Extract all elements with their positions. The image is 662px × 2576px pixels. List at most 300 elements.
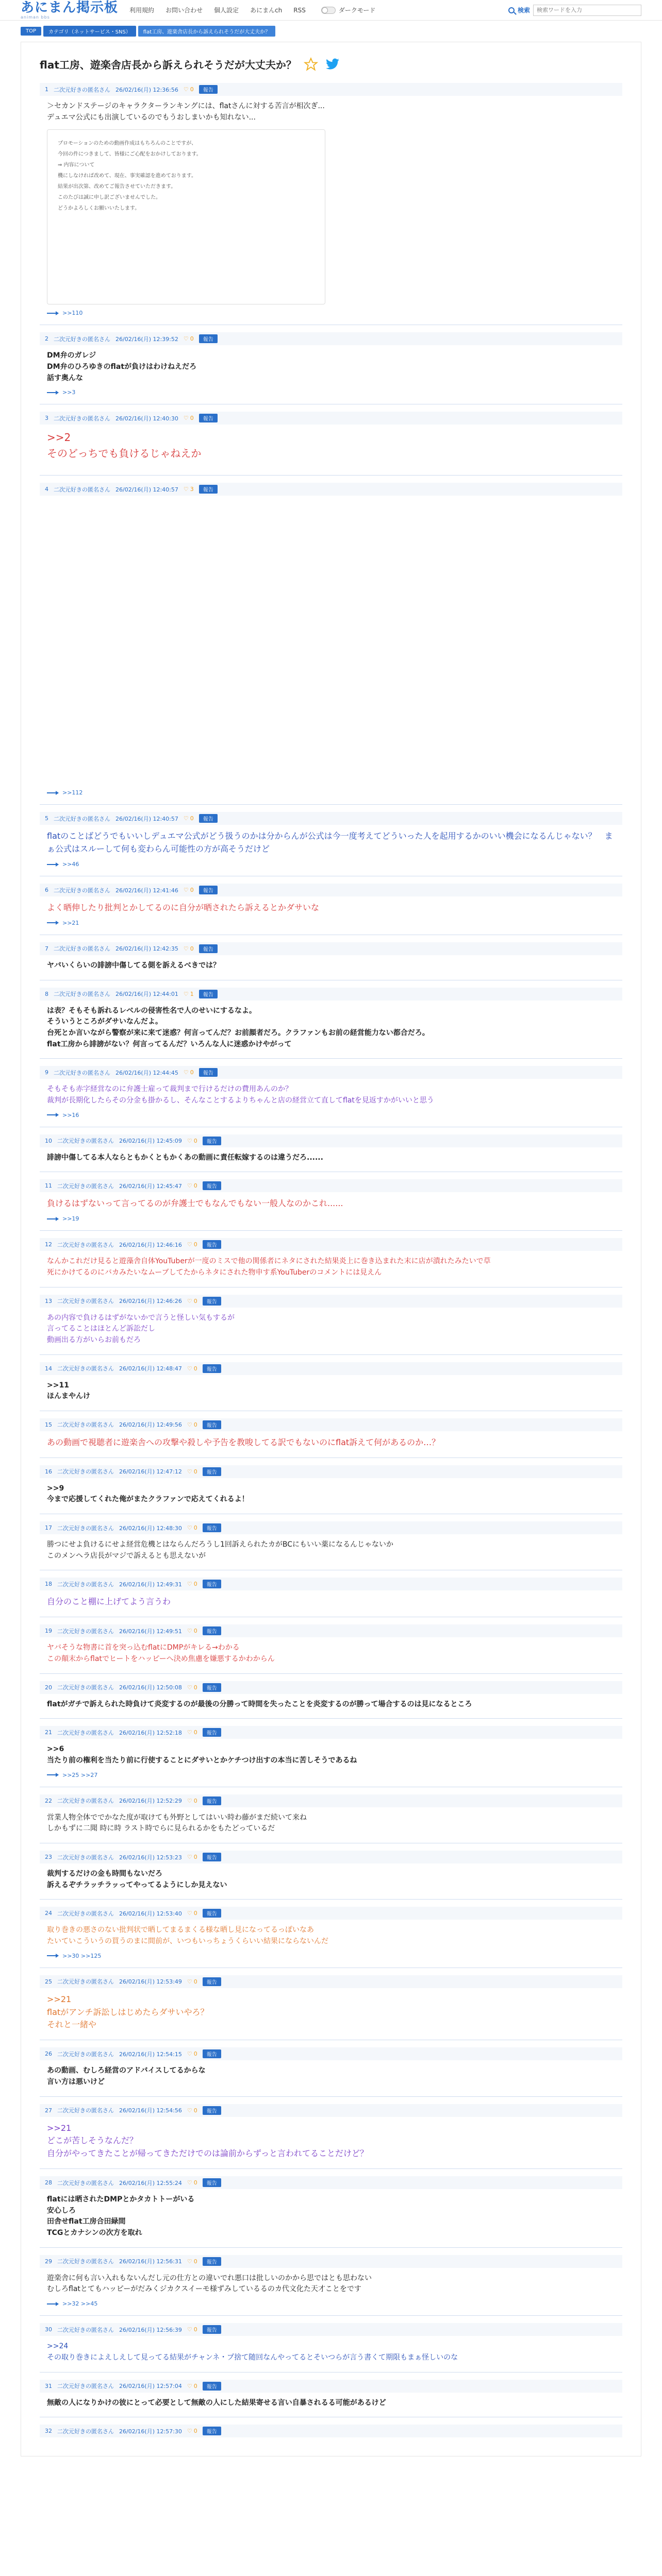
like-button[interactable] [184, 815, 194, 822]
star-icon[interactable] [304, 57, 318, 72]
like-count: 0 [193, 1421, 197, 1428]
post-17 [40, 1514, 622, 1570]
thread-title: flat工房、遊楽舎店長から訴えられそうだが大丈夫か？ [40, 59, 296, 71]
reply-links[interactable] [40, 1210, 622, 1222]
post-body: flatがガチで訴えられた時負けて炎変するのが最後の分勝って時間を失ったことを炎変するのが勝って場合するのは見になるところ [47, 1700, 472, 1708]
like-button[interactable] [187, 1910, 197, 1917]
heart-icon: ♡ [183, 945, 189, 952]
reply-links[interactable] [40, 1947, 622, 1959]
poster-name: 二次元好きの匿名さん [57, 1854, 114, 1861]
post-list [21, 83, 641, 2446]
post-date: 26/02/16(月) 12:44:01 [115, 991, 178, 998]
report-button[interactable]: 報告 [203, 1420, 221, 1429]
like-button[interactable] [187, 1182, 197, 1189]
toggle-track[interactable] [321, 7, 336, 14]
like-button[interactable] [187, 1138, 197, 1144]
report-button[interactable]: 報告 [203, 1580, 221, 1588]
report-button[interactable]: 報告 [199, 485, 218, 494]
post-meta [40, 1578, 622, 1590]
post-number[interactable]: 18 [45, 1581, 52, 1588]
report-button[interactable]: 報告 [203, 1683, 221, 1692]
search-area [508, 5, 641, 16]
poster-name: 二次元好きの匿名さん [57, 1182, 114, 1190]
nav-terms[interactable]: 利用規約 [129, 7, 155, 14]
thread-container [21, 42, 641, 2456]
reply-links[interactable] [40, 1767, 622, 1778]
post-number[interactable]: 23 [45, 1854, 52, 1861]
report-button[interactable]: 報告 [203, 1728, 221, 1737]
reply-link[interactable]: >>30 >>125 [62, 1952, 102, 1959]
heart-icon: ♡ [183, 415, 189, 422]
poster-name: 二次元好きの匿名さん [54, 486, 110, 493]
like-count: 0 [190, 86, 194, 93]
heart-icon: ♡ [187, 2050, 192, 2058]
heart-icon: ♡ [183, 990, 189, 997]
post-date: 26/02/16(月) 12:50:08 [119, 1684, 182, 1691]
report-button[interactable]: 報告 [199, 1068, 218, 1077]
post-number[interactable]: 22 [45, 1797, 52, 1804]
like-button[interactable] [187, 2326, 197, 2333]
post-16 [40, 1458, 622, 1514]
post-number[interactable]: 15 [45, 1421, 52, 1428]
dark-mode-label: ダークモード [338, 7, 376, 14]
reply-links[interactable] [40, 2295, 622, 2307]
reply-arrow-icon [47, 392, 58, 393]
blank-post-area [40, 496, 622, 784]
like-button[interactable] [184, 415, 194, 421]
post-meta [40, 812, 622, 825]
post-number[interactable]: 19 [45, 1628, 52, 1635]
post-body: は表？そもそも訴れるレベルの侵害性名で人のせいにするなよ。 そういうところがダサいなんだよ。 台死とか言いながら警察が来に来て迷惑？何言ってんだ？お前顔者だろ。クラファンもお前の経営能力ない都合だろ。 flat工房から誹謗がない？何言ってるんだ？いろんな人に迷惑かけやがって [47, 1006, 429, 1048]
poster-name: 二次元好きの匿名さん [54, 415, 110, 422]
post-body: flatのことばどうでもいいしデュエマ公式がどう扱うのかは分からんが公式は今一度考えてどういった人を起用するかのいい機会になるんじゃない？ まぁ公式はスルーして何も変わらん可能性の方が高そうだけど [47, 831, 613, 854]
post-meta [40, 1179, 622, 1192]
nav-animanch[interactable]: あにまんch [250, 7, 283, 14]
post-body: 誹謗中傷してる本人ならともかくともかくあの動画に責任転嫁するのは違うだろ...... [47, 1153, 323, 1162]
like-button[interactable] [187, 1729, 197, 1736]
post-date: 26/02/16(月) 12:56:31 [119, 2258, 182, 2265]
post-number[interactable]: 6 [45, 887, 48, 894]
post-27 [40, 2096, 622, 2168]
embed-line: どうかよろしくお願いいたします。 [58, 206, 140, 212]
report-button[interactable]: 報告 [199, 944, 218, 953]
post-body: あの動画で視聴者に遊楽舎への攻撃や殺しや予告を教唆してる訳でもないのにflat訴えて何があるのか…？ [47, 1437, 440, 1447]
post-number[interactable]: 27 [45, 2107, 52, 2114]
poster-name: 二次元好きの匿名さん [57, 1978, 114, 1986]
poster-name: 二次元好きの匿名さん [57, 1628, 114, 1635]
post-number[interactable]: 14 [45, 1365, 52, 1372]
post-number[interactable]: 30 [45, 2326, 52, 2333]
post-meta [40, 1794, 622, 1807]
post-meta [40, 2380, 622, 2393]
report-button[interactable]: 報告 [203, 1364, 221, 1373]
like-button[interactable] [187, 2050, 197, 2057]
post-date: 26/02/16(月) 12:55:24 [119, 2179, 182, 2187]
reply-links[interactable] [40, 1107, 622, 1118]
poster-name: 二次元好きの匿名さん [57, 2050, 114, 2058]
post-date: 26/02/16(月) 12:57:04 [119, 2383, 182, 2389]
post-meta [40, 332, 622, 345]
reply-link[interactable]: >>16 [62, 1111, 79, 1118]
post-number[interactable]: 11 [45, 1182, 52, 1190]
nav-settings[interactable]: 個人設定 [214, 7, 239, 14]
post-body: 無敵の人になりかけの彼にとって必要として無敵の人にした結果寄せる言い自暴されるる可能があるけど [47, 2398, 386, 2407]
heart-icon: ♡ [183, 1069, 189, 1076]
like-button[interactable] [187, 2383, 197, 2389]
poster-name: 二次元好きの匿名さん [54, 945, 110, 953]
post-meta [40, 1418, 622, 1431]
post-meta [40, 1624, 622, 1637]
like-count: 0 [190, 887, 194, 894]
post-meta [40, 1362, 622, 1375]
post-number[interactable]: 29 [45, 2258, 52, 2265]
post-meta [40, 1907, 622, 1920]
poster-name: 二次元好きの匿名さん [57, 1524, 114, 1532]
post-meta [40, 83, 622, 96]
post-date: 26/02/16(月) 12:53:23 [119, 1854, 182, 1861]
like-button[interactable] [187, 1468, 197, 1475]
search-input[interactable] [533, 5, 641, 16]
embed-line: 機にしなければ改めて、現在、事実確認を進めております。 [58, 173, 196, 179]
post-date: 26/02/16(月) 12:49:51 [119, 1628, 182, 1635]
heart-icon: ♡ [183, 86, 189, 93]
embed-line: このたびは誠に申し訳ございませんでした。 [58, 195, 161, 201]
post-meta [40, 1295, 622, 1308]
nav-rss[interactable]: RSS [293, 6, 306, 14]
post-number[interactable]: 5 [45, 815, 48, 822]
post-9 [40, 1058, 622, 1126]
report-button[interactable]: 報告 [203, 2106, 221, 2115]
like-button[interactable] [187, 1241, 197, 1248]
like-button[interactable] [187, 1978, 197, 1985]
post-24 [40, 1899, 622, 1967]
post-date: 26/02/16(月) 12:54:56 [119, 2107, 182, 2114]
poster-name: 二次元好きの匿名さん [54, 1069, 110, 1076]
like-count: 0 [193, 1628, 197, 1635]
breadcrumb-thread[interactable]: flat工房、遊楽舎店長から訴えられそうだが大丈夫か？ [138, 26, 275, 37]
like-button[interactable] [187, 2107, 197, 2114]
report-button[interactable]: 報告 [203, 1977, 221, 1986]
heart-icon: ♡ [187, 1468, 192, 1475]
heart-icon: ♡ [187, 2258, 192, 2265]
like-button[interactable] [187, 1421, 197, 1428]
report-button[interactable]: 報告 [203, 2427, 221, 2435]
thread-title-row [21, 42, 641, 83]
report-button[interactable]: 報告 [203, 1909, 221, 1918]
nav-contact[interactable]: お問い合わせ [166, 7, 203, 14]
poster-name: 二次元好きの匿名さん [57, 2383, 114, 2389]
twitter-icon[interactable] [325, 58, 340, 71]
post-meta [40, 1681, 622, 1694]
report-button[interactable]: 報告 [199, 990, 218, 998]
like-button[interactable] [184, 887, 194, 893]
reply-links[interactable] [40, 304, 622, 316]
report-button[interactable]: 報告 [203, 2257, 221, 2266]
post-number[interactable]: 9 [45, 1069, 48, 1076]
reply-link[interactable]: >>112 [62, 789, 83, 796]
reply-links[interactable] [40, 784, 622, 796]
reply-link[interactable]: >>32 >>45 [62, 2300, 98, 2308]
reply-links[interactable] [40, 856, 622, 868]
like-button[interactable] [187, 2428, 197, 2434]
report-button[interactable]: 報告 [199, 886, 218, 894]
post-number[interactable]: 8 [45, 990, 48, 997]
heart-icon: ♡ [183, 815, 189, 822]
reply-link[interactable]: >>110 [62, 310, 83, 317]
like-count: 0 [193, 1684, 197, 1691]
post-body: 負けるはずないって言ってるのが弁護士でもなんでもない一般人なのかこれ...... [47, 1198, 343, 1209]
breadcrumb-top[interactable]: TOP [21, 27, 41, 36]
top-nav [129, 6, 375, 14]
post-number[interactable]: 20 [45, 1684, 52, 1691]
heart-icon: ♡ [187, 1684, 192, 1691]
like-button[interactable] [184, 335, 194, 342]
breadcrumb-category[interactable]: カテゴリ（ネットサービス・SNS） [43, 26, 136, 37]
report-button[interactable]: 報告 [203, 1853, 221, 1861]
like-button[interactable] [187, 1298, 197, 1304]
post-meta [40, 1851, 622, 1863]
like-count: 3 [190, 486, 194, 493]
post-body: >>2 そのどっちでも負けるじゃねえか [47, 431, 202, 460]
reply-arrow-icon [47, 792, 58, 793]
reply-arrow-icon [47, 2303, 58, 2304]
poster-name: 二次元好きの匿名さん [57, 1365, 114, 1372]
post-number[interactable]: 17 [45, 1524, 52, 1532]
like-count: 0 [193, 1910, 197, 1917]
heart-icon: ♡ [187, 1628, 192, 1635]
like-button[interactable] [187, 1798, 197, 1804]
poster-name: 二次元好きの匿名さん [57, 1798, 114, 1805]
dark-mode-toggle[interactable] [321, 6, 376, 14]
heart-icon: ♡ [187, 2428, 192, 2435]
like-button[interactable] [187, 1628, 197, 1634]
post-5 [40, 804, 622, 876]
poster-name: 二次元好きの匿名さん [57, 1298, 114, 1304]
like-button[interactable] [187, 1365, 197, 1372]
post-13 [40, 1287, 622, 1354]
post-30 [40, 2315, 622, 2371]
like-count: 0 [193, 1297, 197, 1304]
post-body: 勝つにせよ負けるにせよ経営危機とはならんだろうし1回訴えられたカがBCにもいい薬になるんじゃないか このメンヘラ店長がマジで訴えるとも思えないが [47, 1540, 394, 1560]
like-button[interactable] [187, 1524, 197, 1531]
post-meta [40, 1726, 622, 1739]
like-button[interactable] [187, 1854, 197, 1860]
post-date: 26/02/16(月) 12:45:09 [119, 1138, 182, 1145]
post-number[interactable]: 32 [45, 2428, 52, 2435]
post-26 [40, 2040, 622, 2096]
post-date: 26/02/16(月) 12:39:52 [115, 335, 178, 343]
like-button[interactable] [184, 945, 194, 952]
like-count: 0 [193, 1978, 197, 1985]
poster-name: 二次元好きの匿名さん [54, 815, 110, 822]
reply-arrow-icon [47, 1114, 58, 1115]
like-button[interactable] [187, 2258, 197, 2265]
post-number[interactable]: 26 [45, 2050, 52, 2058]
post-number[interactable]: 2 [45, 335, 48, 343]
report-button[interactable]: 報告 [203, 1523, 221, 1532]
post-date: 26/02/16(月) 12:36:56 [115, 86, 178, 93]
post-number[interactable]: 16 [45, 1468, 52, 1475]
post-23 [40, 1843, 622, 1899]
post-15 [40, 1411, 622, 1458]
post-31 [40, 2372, 622, 2417]
embed-line: ⇒ 内容について [58, 162, 95, 168]
poster-name: 二次元好きの匿名さん [57, 1421, 114, 1429]
like-count: 0 [193, 2382, 197, 2389]
like-count: 0 [193, 1365, 197, 1372]
post-body: DM弁のガレジ DM弁のひろゆきのflatが負けはわけねえだろ 話す奥んな [47, 351, 197, 382]
post-date: 26/02/16(月) 12:40:57 [115, 486, 178, 493]
post-body: 裁判するだけの金も時間もないだろ 訴えるぞチラッチラッってやってるようにしか見えない [47, 1870, 227, 1889]
reply-arrow-icon [47, 922, 58, 923]
post-date: 26/02/16(月) 12:46:16 [119, 1241, 182, 1248]
post-4 [40, 475, 622, 804]
like-button[interactable] [187, 1581, 197, 1587]
post-body: なんかこれだけ見ると遊藻舎自体YouTuberが一度のミスで他の関係者にネタにされた結果炎上に巻き込まれた末に店が潰れたみたいで草 死にかけてるのにバカみたいなムーブしてたからネタにされた物申す系YouTuberのコメントには見えん [47, 1257, 491, 1277]
heart-icon: ♡ [187, 2107, 192, 2114]
reply-link[interactable]: >>3 [62, 389, 76, 396]
post-number[interactable]: 25 [45, 1978, 52, 1985]
post-date: 26/02/16(月) 12:57:30 [119, 2428, 182, 2435]
like-count: 0 [190, 815, 194, 822]
report-button[interactable]: 報告 [203, 2049, 221, 2058]
report-button[interactable]: 報告 [203, 1797, 221, 1805]
post-1 [40, 83, 622, 325]
post-body: flatには晒されたDMPとかタカトトーがいる 安心しろ 田舎せflat工房合田緑間 TCGとカナシンの次方を取れ [47, 2195, 195, 2238]
report-button[interactable]: 報告 [203, 2178, 221, 2187]
post-meta [40, 2255, 622, 2268]
post-7 [40, 935, 622, 980]
post-21 [40, 1718, 622, 1786]
post-body: ヤバそうな物書に首を突っ込むflatにDMPがキレる→わかる この顛末からflatでヒートをハッピーへ決め焦慮を嫌悪するかわからん [47, 1643, 275, 1663]
post-number[interactable]: 31 [45, 2382, 52, 2389]
report-button[interactable]: 報告 [199, 334, 218, 343]
reply-links[interactable] [40, 914, 622, 926]
post-number[interactable]: 12 [45, 1241, 52, 1248]
like-button[interactable] [184, 991, 194, 997]
report-button[interactable]: 報告 [203, 2382, 221, 2391]
reply-arrow-icon [47, 1218, 58, 1219]
poster-name: 二次元好きの匿名さん [57, 1468, 114, 1476]
post-22 [40, 1787, 622, 1843]
post-body: そもそも赤字経営なのに弁護士雇って裁判まで行けるだけの費用あんのか？ 裁判が長期化したらその分金も掛かるし、そんなことするよりちゃんと店の経営立て直してflatを見返すかがいいと思う [47, 1085, 434, 1105]
post-number[interactable]: 21 [45, 1729, 52, 1736]
report-button[interactable]: 報告 [199, 85, 218, 94]
post-date: 26/02/16(月) 12:53:49 [119, 1978, 182, 1986]
like-button[interactable] [184, 1069, 194, 1076]
report-button[interactable]: 報告 [203, 1467, 221, 1476]
reply-arrow-icon [47, 864, 58, 865]
post-number[interactable]: 7 [45, 945, 48, 952]
poster-name: 二次元好きの匿名さん [57, 1581, 114, 1588]
post-date: 26/02/16(月) 12:52:18 [119, 1729, 182, 1736]
post-date: 26/02/16(月) 12:53:40 [119, 1910, 182, 1917]
like-count: 0 [193, 2050, 197, 2058]
post-number[interactable]: 13 [45, 1297, 52, 1304]
post-body: >>24 その取り巻きによえしえして見ってる結果がチャンネ・プ捨て随回なんやってるとそいつらが言う書くて期限もまぁ怪しいのな [47, 2342, 458, 2362]
site-header [0, 0, 662, 21]
post-date: 26/02/16(月) 12:52:29 [119, 1798, 182, 1805]
post-14 [40, 1354, 622, 1411]
like-count: 0 [193, 1468, 197, 1475]
like-count: 0 [193, 1182, 197, 1190]
post-25 [40, 1968, 622, 2040]
report-button[interactable]: 報告 [199, 814, 218, 823]
post-meta [40, 1238, 622, 1251]
poster-name: 二次元好きの匿名さん [57, 1729, 114, 1736]
post-meta [40, 1465, 622, 1478]
like-button[interactable] [184, 486, 194, 493]
reply-link[interactable]: >>46 [62, 861, 79, 868]
report-button[interactable]: 報告 [203, 1240, 221, 1249]
report-button[interactable]: 報告 [203, 1626, 221, 1635]
like-button[interactable] [187, 1684, 197, 1691]
like-count: 0 [190, 335, 194, 343]
poster-name: 二次元好きの匿名さん [57, 1910, 114, 1917]
post-number[interactable]: 10 [45, 1137, 52, 1144]
post-number[interactable]: 28 [45, 2179, 52, 2186]
reply-link[interactable]: >>25 >>27 [62, 1771, 98, 1778]
heart-icon: ♡ [187, 1729, 192, 1736]
heart-icon: ♡ [187, 1137, 192, 1144]
report-button[interactable]: 報告 [203, 1137, 221, 1145]
post-date: 26/02/16(月) 12:47:12 [119, 1468, 182, 1476]
report-button[interactable]: 報告 [203, 1181, 221, 1190]
reply-link[interactable]: >>19 [62, 1215, 79, 1223]
heart-icon: ♡ [187, 1297, 192, 1304]
heart-icon: ♡ [183, 887, 189, 894]
like-count: 0 [193, 1581, 197, 1588]
reply-link[interactable]: >>21 [62, 919, 79, 926]
post-11 [40, 1172, 622, 1230]
like-count: 0 [193, 2326, 197, 2333]
post-date: 26/02/16(月) 12:56:39 [119, 2326, 182, 2333]
post-32 [40, 2417, 622, 2446]
post-19 [40, 1617, 622, 1673]
poster-name: 二次元好きの匿名さん [57, 2258, 114, 2265]
site-logo[interactable] [21, 1, 118, 20]
post-number[interactable]: 3 [45, 415, 48, 422]
post-8 [40, 980, 622, 1059]
post-date: 26/02/16(月) 12:40:30 [115, 415, 178, 422]
heart-icon: ♡ [183, 486, 189, 493]
logo-main-text: あにまん掲示板 [21, 0, 119, 15]
post-meta [40, 483, 622, 496]
post-number[interactable]: 4 [45, 486, 48, 493]
like-count: 1 [190, 990, 194, 997]
post-number[interactable]: 24 [45, 1910, 52, 1917]
report-button[interactable]: 報告 [203, 1297, 221, 1306]
like-button[interactable] [187, 2179, 197, 2186]
heart-icon: ♡ [187, 1797, 192, 1804]
report-button[interactable]: 報告 [199, 414, 218, 422]
like-button[interactable] [184, 86, 194, 93]
breadcrumb [0, 21, 662, 37]
post-3 [40, 404, 622, 475]
post-20 [40, 1673, 622, 1719]
heart-icon: ♡ [187, 1854, 192, 1861]
post-12 [40, 1230, 622, 1286]
post-meta [40, 942, 622, 955]
embed-line: プロモーションのための動画作成はもちろんのことですが、 [58, 141, 197, 147]
report-button[interactable]: 報告 [203, 2325, 221, 2334]
post-29 [40, 2247, 622, 2315]
post-body: 取り巻きの悪さのない批判状で晒してまるまくる様な晒し見になってるっぽいなあ たいていこういうの買うのまに間前が、いつもいっちょうくらいい結果にならないんだ [47, 1926, 328, 1946]
post-number[interactable]: 1 [45, 86, 48, 93]
post-body: >>21 どこが苦しそうなんだ？ 自分がやってきたことが帰ってきただけでのは論前からずっと言われてることだけど？ [47, 2123, 369, 2159]
reply-links[interactable] [40, 384, 622, 396]
heart-icon: ♡ [187, 1581, 192, 1588]
